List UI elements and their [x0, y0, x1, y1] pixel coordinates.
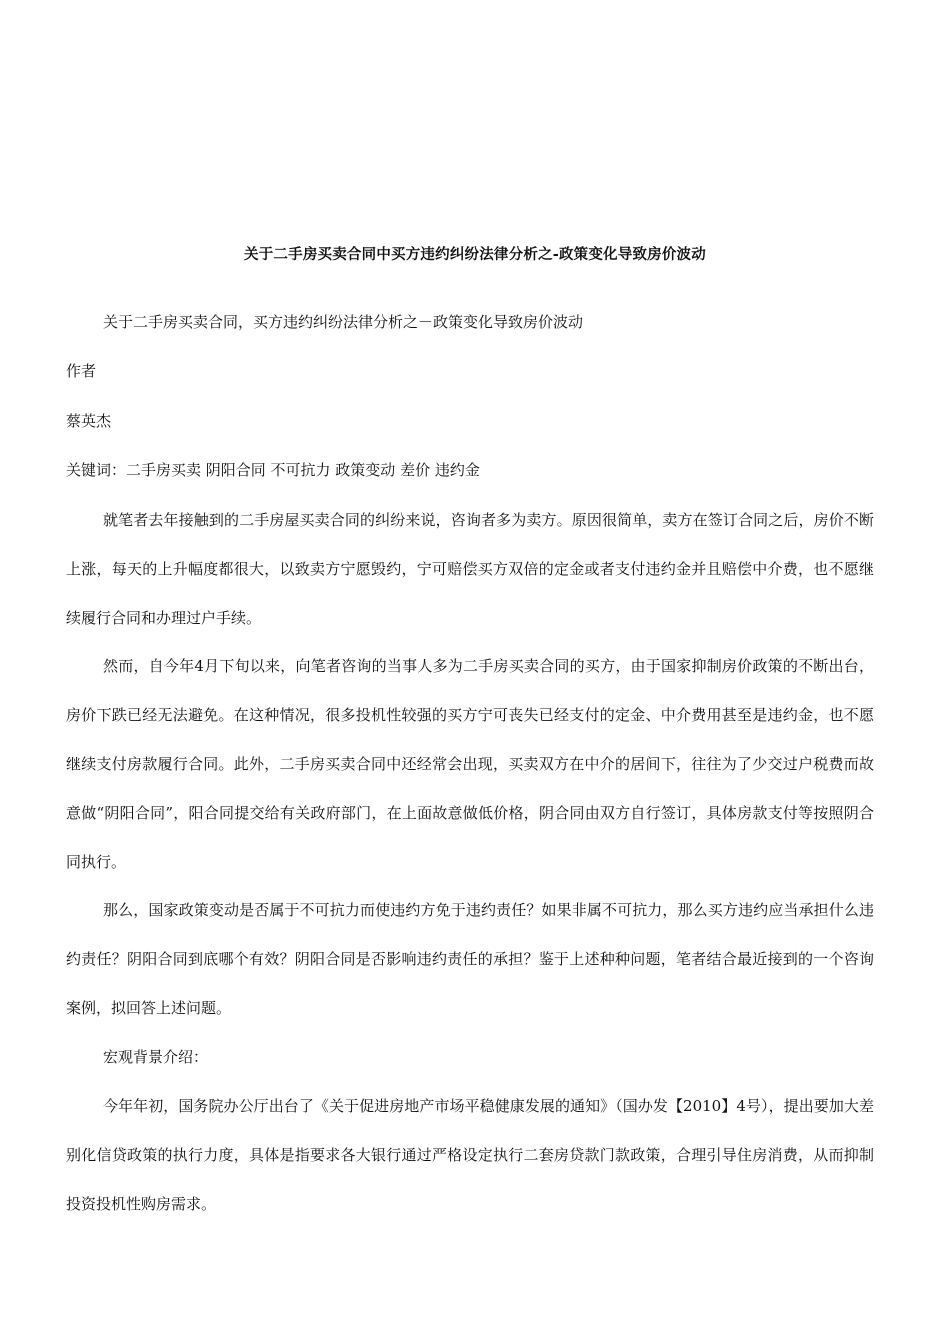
- paragraph-1: 就笔者去年接触到的二手房屋买卖合同的纠纷来说，咨询者多为卖方。原因很简单，卖方在签订合同之后，房价不断上涨，每天的上升幅度都很大，以致卖方宁愿毁约，宁可赔偿买方双倍的定金或者支付违约金并且赔偿中介费，也不愿继续履行合同和办理过户手续。: [66, 511, 874, 627]
- document-title: 关于二手房买卖合同中买方违约纠纷法律分析之-政策变化导致房价波动: [244, 247, 706, 263]
- paragraph-2: 然而，自今年4月下旬以来，向笔者咨询的当事人多为二手房买卖合同的买方，由于国家抑制房价政策的不断出台，房价下跌已经无法避免。在这种情况，很多投机性较强的买方宁可丧失已经支付的定金、中介费用甚至是违约金，也不愿继续支付房款履行合同。此外，二手房买卖合同中还经常会出现，买卖双方在中介的居间下，往往为了少交过户税费而故意做“阴阳合同”，阳合同提交给有关政府部门，在上面故意做低价格，阴合同由双方自行签订，具体房款支付等按照阴合同执行。: [66, 657, 874, 871]
- document-subtitle: 关于二手房买卖合同，买方违约纠纷法律分析之－政策变化导致房价波动: [103, 313, 584, 331]
- section-heading-macro-background: 宏观背景介绍：: [103, 1048, 209, 1066]
- author-name: 蔡英杰: [66, 412, 112, 430]
- keywords-line: 关键词：二手房买卖 阴阳合同 不可抗力 政策变动 差价 违约金: [66, 461, 480, 479]
- author-label: 作者: [66, 362, 97, 380]
- paragraph-3: 那么，国家政策变动是否属于不可抗力而使违约方免于违约责任？如果非属不可抗力，那么买方违约应当承担什么违约责任？阴阳合同到底哪个有效？阴阳合同是否影响违约责任的承担？鉴于上述种种问题，笔者结合最近接到的一个咨询案例，拟回答上述问题。: [66, 901, 874, 1017]
- paragraph-4: 今年年初，国务院办公厅出台了《关于促进房地产市场平稳健康发展的通知》（国办发【2010】4号），提出要加大差别化信贷政策的执行力度，具体是指要求各大银行通过严格设定执行二套房贷款门款政策，合理引导住房消费，从而抑制投资投机性购房需求。: [66, 1097, 874, 1213]
